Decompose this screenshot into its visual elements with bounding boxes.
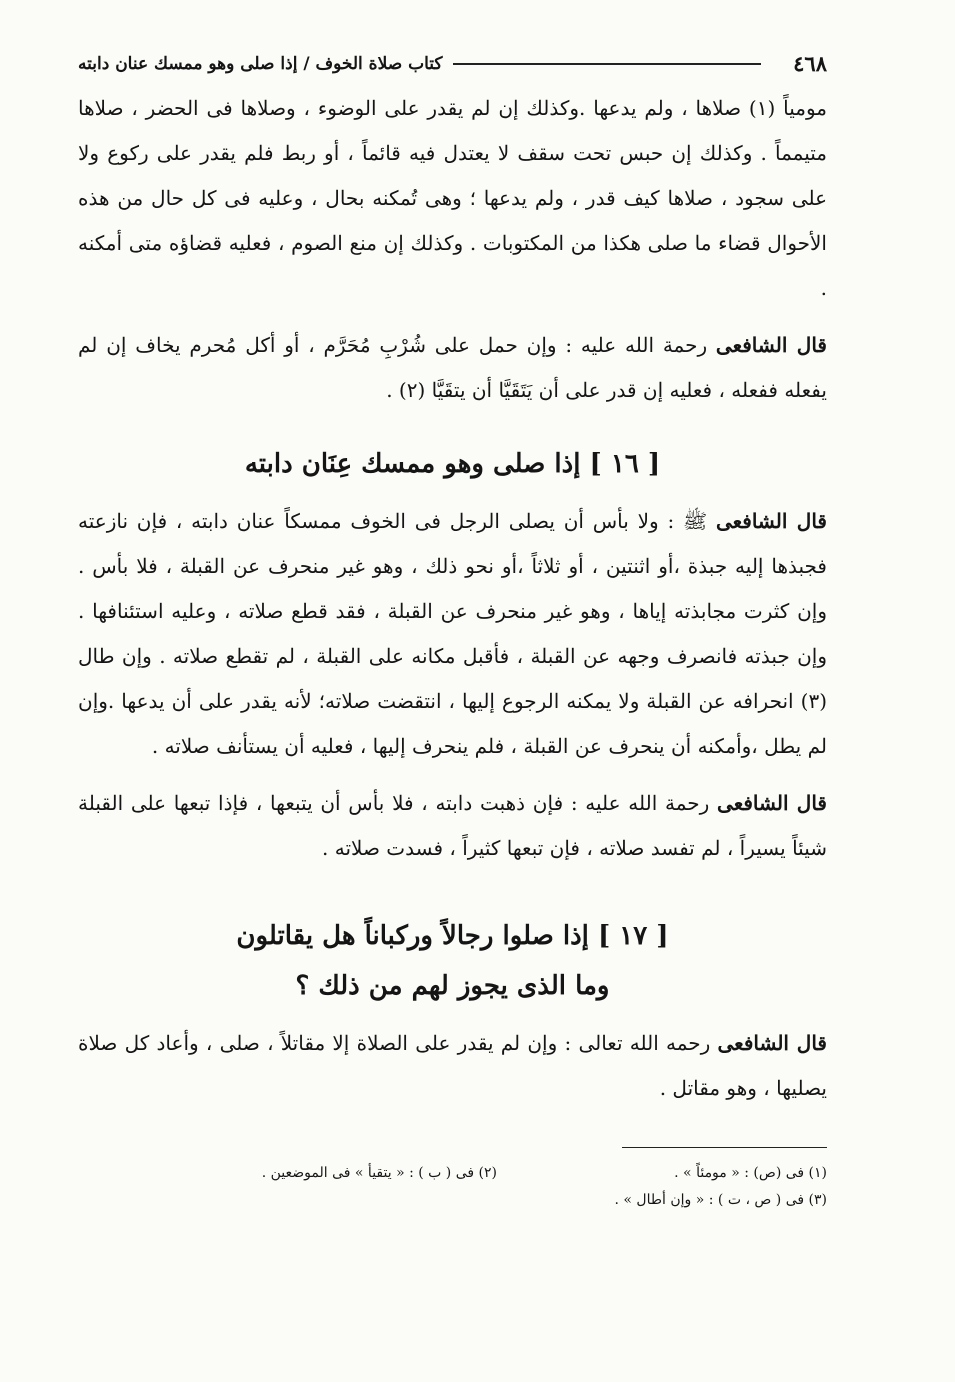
section-17-paragraph-1 xyxy=(78,1021,827,1111)
page-number: ٤٦٨ xyxy=(793,51,827,76)
speaker-label: قال الشافعى xyxy=(715,333,827,357)
section-17-heading xyxy=(78,911,827,1011)
paragraph-text: رحمة الله عليه : وإن حمل على شُرْبِ مُحَرَّم ، أو أكل مُحرم يخاف إن لم يفعله ففعله ، فعليه إن قدر على أن يَتَقَيَّا أن يتقَيَّا (٢) . xyxy=(78,333,827,402)
footnote-2: (٢) فى ( ب ) : « يتقيأ » فى الموضعين . xyxy=(261,1165,497,1181)
intro-paragraph-1 xyxy=(78,86,827,311)
footnote-3: (٣) فى ( ص ، ت ) : « وإن أطال » . xyxy=(614,1192,827,1208)
footnote-1: (١) فى (ص) : « مومئاً » . xyxy=(674,1165,827,1181)
speaker-label: قال الشافعى xyxy=(715,509,827,533)
section-17-heading-line-2: وما الذى يجوز لهم من ذلك ؟ xyxy=(295,971,610,1001)
section-16-paragraph-1 xyxy=(78,499,827,769)
footnote-row-2 xyxy=(78,1187,827,1214)
paragraph-text: مومياً (١) صلاها ، ولم يدعها .وكذلك إن لم يقدر على الوضوء ، وصلاها فى الحضر ، صلاها متيمماً . وكذلك إن حبس تحت سقف لا يعتدل فيه قائماً ، أو ربط فلم يقدر على ركوع ولا على سجود ، صلاها كيف قدر ، ولم يدعها ؛ وهى تُمكنه بحال ، وعليه فى كل حال من هذه الأحوال قضاء ما صلى هكذا من المكتوبات . وكذلك إن منع الصوم ، فعليه قضاؤه متى أمكنه . xyxy=(78,96,828,300)
paragraph-text: رحمة الله عليه : فإن ذهبت دابته ، فلا بأس أن يتبعها ، فإذا تبعها على القبلة شيئاً يسيراً ، لم تفسد صلاته ، فإن تبعها كثيراً ، فسدت صلاته . xyxy=(78,791,827,860)
paragraph-text: ﷺ : ولا بأس أن يصلى الرجل فى الخوف ممسكاً عنان دابته ، فإن نازعته فجبذها إليه جبذة ،أو اثنتين ، أو ثلاثاً ،أو نحو ذلك ، وهو غير منحرف عن القبلة ، فلا بأس . وإن كثرت مجابذته إياها ، وهو غير منحرف عن القبلة ، فقد قطع صلاته ، وعليه استئنافها . وإن جبذته فانصرف وجهه عن القبلة ، فأقبل مكانه على القبلة ، لم تقطع صلاته . وإن طال (٣) انحرافه عن القبلة ولا يمكنه الرجوع إليها ، انتقضت صلاته؛ لأنه يقدر على أن يدعها .وإن لم يطل ،وأمكنه أن ينحرف عن القبلة ، فلم ينحرف إليها ، فعليه أن يستأنف صلاته . xyxy=(78,509,827,758)
speaker-label: قال الشافعى xyxy=(717,1031,827,1055)
paragraph-text: رحمه الله تعالى : وإن لم يقدر على الصلاة إلا مقاتلاً ، صلى ، وأعاد كل صلاة يصليها ، وهو مقاتل . xyxy=(78,1031,827,1100)
footnotes xyxy=(78,1160,827,1214)
header-rule xyxy=(453,63,762,65)
footnote-row-1 xyxy=(78,1160,827,1187)
section-17-heading-line-1: [ ١٧ ] إذا صلوا رجالاً وركباناً هل يقاتلون xyxy=(236,921,669,951)
section-16-paragraph-2 xyxy=(78,781,827,871)
footnote-rule xyxy=(622,1147,827,1148)
section-16-heading: [ ١٦ ] إذا صلى وهو ممسك عِنَان دابته xyxy=(244,449,661,479)
intro-paragraph-2 xyxy=(78,323,827,413)
running-title: كتاب صلاة الخوف / إذا صلى وهو ممسك عنان دابته xyxy=(78,54,443,74)
speaker-label: قال الشافعى xyxy=(717,791,827,815)
page-header xyxy=(78,52,827,76)
